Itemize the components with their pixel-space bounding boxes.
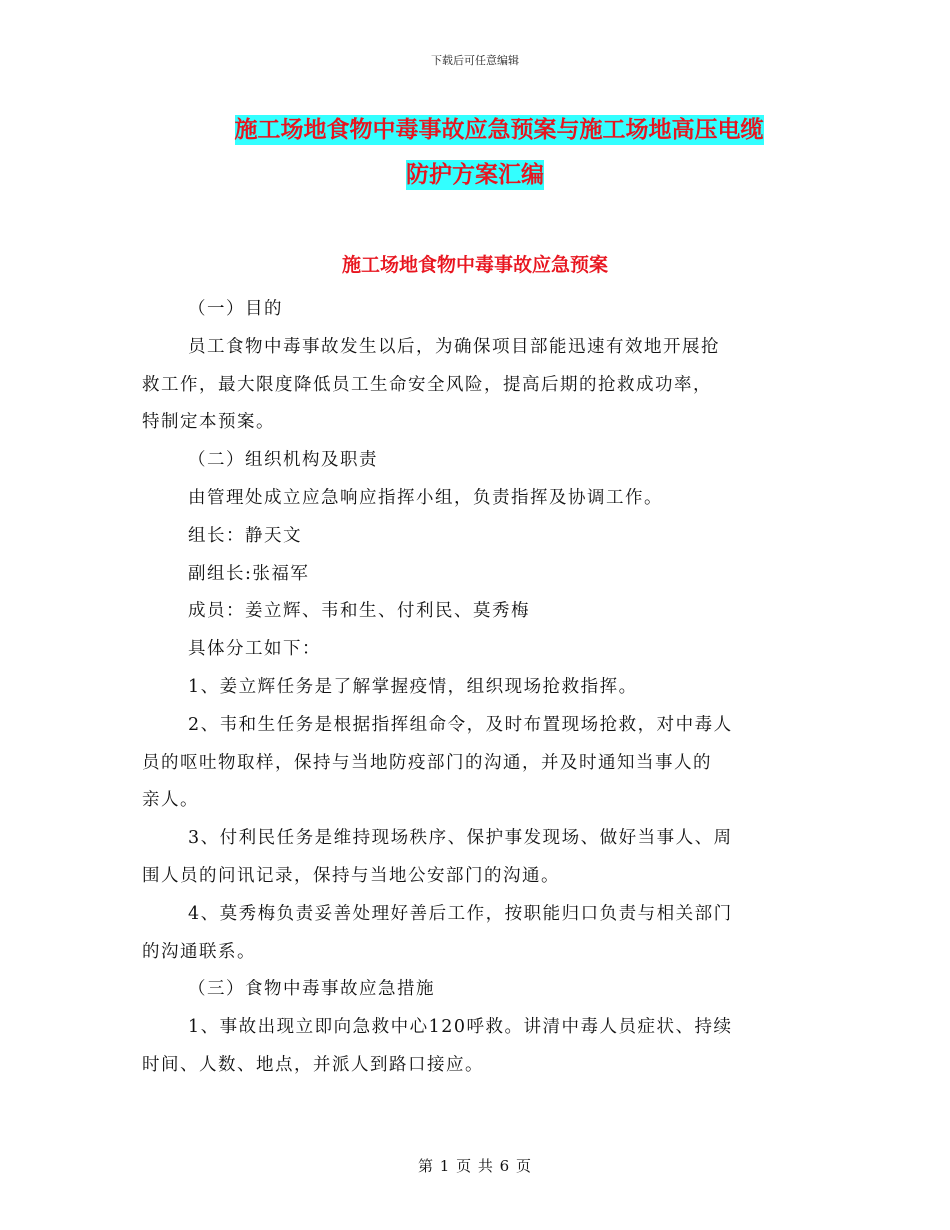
header-note: 下载后可任意编辑: [431, 54, 519, 67]
heading-measures: （三）食物中毒事故应急措施: [188, 979, 435, 1000]
paragraph-line: 员的呕吐物取样，保持与当地防疫部门的沟通，并及时通知当事人的: [142, 752, 712, 773]
document-body: [142, 291, 806, 1085]
paragraph-line: 救工作，最大限度降低员工生命安全风险，提高后期的抢救成功率，: [142, 374, 712, 395]
paragraph-line: 的沟通联系。: [142, 941, 256, 962]
heading-purpose: （一）目的: [188, 299, 283, 319]
heading-organization: （二）组织机构及职责: [188, 450, 378, 471]
paragraph-line: 时间、人数、地点，并派人到路口接应。: [142, 1054, 484, 1075]
paragraph-line: 由管理处成立应急响应指挥小组，负责指挥及协调工作。: [188, 487, 663, 508]
deputy-leader: 副组长:张福军: [188, 563, 310, 584]
duty-item-4: 4、莫秀梅负责妥善处理好善后工作，按职能归口负责与相关部门: [188, 903, 733, 924]
title-highlight-1: 施工场地食物中毒事故应急预案与施工场地高压电缆: [234, 117, 764, 143]
paragraph-line: 员工食物中毒事故发生以后，为确保项目部能迅速有效地开展抢: [188, 336, 720, 357]
paragraph-line: 具体分工如下：: [188, 639, 321, 660]
duty-item-3: 3、付利民任务是维持现场秩序、保护事发现场、做好当事人、周: [188, 828, 733, 849]
team-leader: 组长：静天文: [188, 525, 302, 546]
team-members: 成员：姜立辉、韦和生、付利民、莫秀梅: [188, 601, 530, 622]
document-title-line-2: [0, 160, 950, 190]
paragraph-line: 围人员的问讯记录，保持与当地公安部门的沟通。: [142, 865, 560, 886]
page-number: 第 1 页 共 6 页: [418, 1157, 532, 1175]
paragraph-line: 特制定本预案。: [142, 412, 275, 433]
section-title: 施工场地食物中毒事故应急预案: [341, 254, 608, 276]
duty-item-1: 1、姜立辉任务是了解掌握疫情，组织现场抢救指挥。: [188, 676, 638, 697]
document-title-line-1: [24, 115, 950, 145]
measure-item-1: 1、事故出现立即向急救中心120呼救。讲清中毒人员症状、持续: [188, 1017, 733, 1038]
title-highlight-2: 防护方案汇编: [406, 162, 544, 188]
paragraph-line: 亲人。: [142, 790, 199, 811]
duty-item-2: 2、韦和生任务是根据指挥组命令，及时布置现场抢救，对中毒人: [188, 714, 733, 735]
